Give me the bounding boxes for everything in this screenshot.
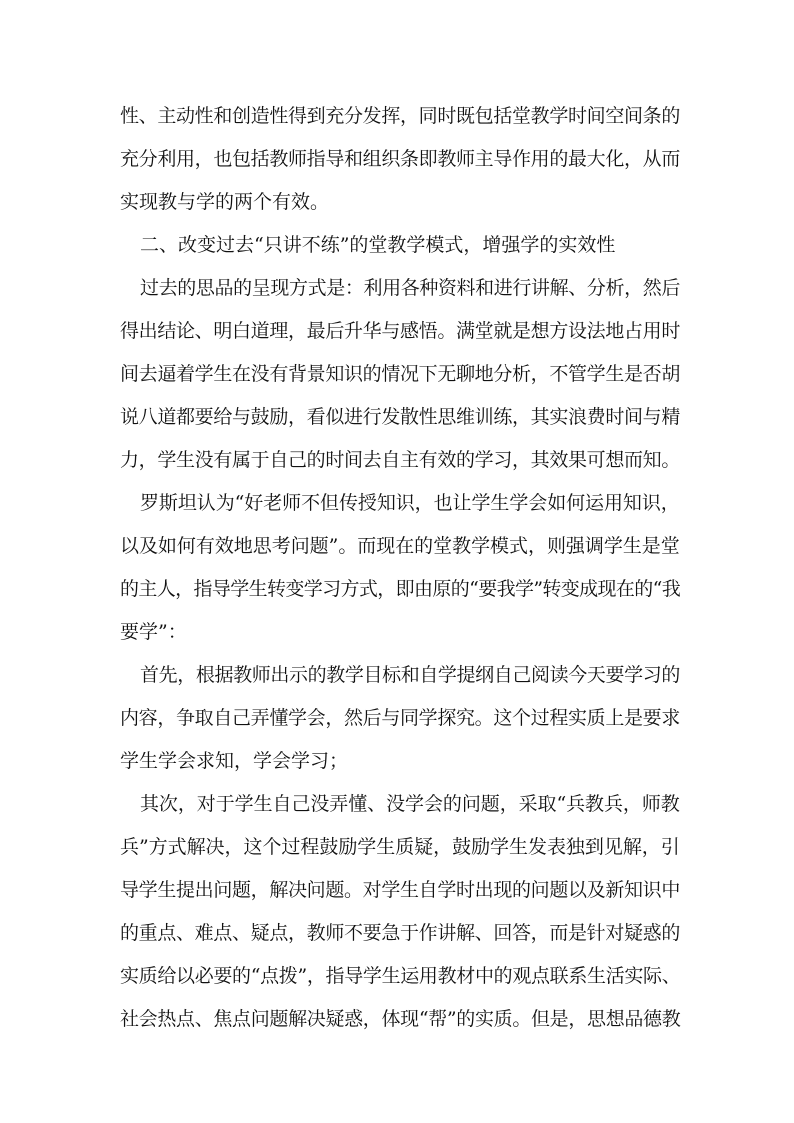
text-line: 内容，争取自己弄懂学会，然后与同学探究。这个过程实质上是要求 [120,707,681,729]
text-line: 过去的思品的呈现方式是：利用各种资料和进行讲解、分析，然后 [140,277,681,299]
text-line: 首先，根据教师出示的教学目标和自学提纲自己阅读今天要学习的 [140,664,681,686]
text-line: 力，学生没有属于自己的时间去自主有效的学习，其效果可想而知。 [120,449,681,471]
text-line: 实现教与学的两个有效。 [120,191,330,213]
section-heading: 二、改变过去“只讲不练”的堂教学模式，增强学的实效性 [140,234,616,256]
text-line: 其次，对于学生自己没弄懂、没学会的问题，采取“兵教兵，师教 [140,793,680,815]
text-line: 罗斯坦认为“好老师不但传授知识，也让学生学会如何运用知识， [140,492,680,514]
text-line: 充分利用，也包括教师指导和组织条即教师主导作用的最大化，从而 [120,148,681,170]
text-line: 的重点、难点、疑点，教师不要急于作讲解、回答，而是针对疑惑的 [120,922,681,944]
text-line: 兵”方式解决，这个过程鼓励学生质疑，鼓励学生发表独到见解，引 [120,836,680,858]
text-line: 导学生提出问题，解决问题。对学生自学时出现的问题以及新知识中 [120,879,681,901]
text-line: 要学”： [120,621,187,643]
text-line: 以及如何有效地思考问题”。而现在的堂教学模式，则强调学生是堂 [120,535,680,557]
text-line: 说八道都要给与鼓励，看似进行发散性思维训练，其实浪费时间与精 [120,406,681,428]
text-line: 学生学会求知，学会学习； [120,750,349,772]
text-line: 性、主动性和创造性得到充分发挥，同时既包括堂教学时间空间条的 [120,105,681,127]
text-line: 社会热点、焦点问题解决疑惑，体现“帮”的实质。但是，思想品德教 [120,1008,681,1030]
text-line: 间去逼着学生在没有背景知识的情况下无聊地分析，不管学生是否胡 [120,363,681,385]
text-line: 的主人，指导学生转变学习方式，即由原的“要我学”转变成现在的“我 [120,578,681,600]
text-line: 得出结论、明白道理，最后升华与感悟。满堂就是想方设法地占用时 [120,320,681,342]
text-line: 实质给以必要的“点拨”，指导学生运用教材中的观点联系生活实际、 [120,965,681,987]
